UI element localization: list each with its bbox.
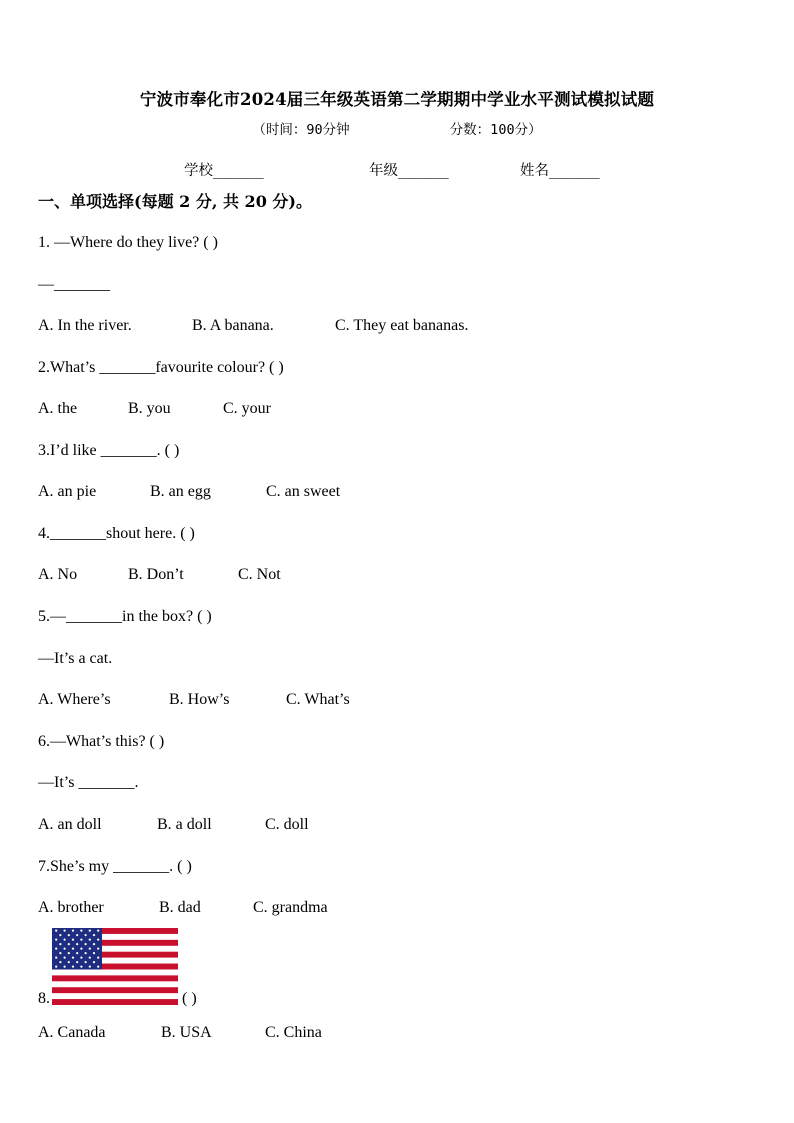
option-c: C. What’s — [286, 691, 350, 708]
options-row — [38, 565, 281, 585]
flag-star — [72, 930, 74, 932]
option-a: A. an pie — [38, 483, 97, 500]
option-b: B. dad — [159, 899, 201, 916]
flag-star — [55, 966, 57, 968]
flag-star — [64, 939, 66, 941]
option-c: C. an sweet — [266, 483, 341, 500]
question-stem: 5.—_______in the box? ( ) — [38, 608, 212, 625]
flag-star — [59, 943, 61, 945]
flag-star — [93, 952, 95, 954]
flag-star — [76, 952, 78, 954]
option-c: C. Not — [238, 566, 281, 583]
answer-line: —_______ — [38, 276, 110, 293]
option-a: A. In the river. — [38, 317, 132, 334]
flag-star — [72, 957, 74, 959]
flag-star — [80, 957, 82, 959]
flag-star — [85, 961, 87, 963]
option-b: B. a doll — [157, 816, 212, 833]
option-c: C. China — [265, 1024, 322, 1041]
flag-star — [89, 966, 91, 968]
exam-meta — [0, 118, 794, 138]
flag-star — [89, 957, 91, 959]
flag-star — [97, 930, 99, 932]
option-a: A. Where’s — [38, 691, 111, 708]
flag-star — [59, 961, 61, 963]
flag-star — [89, 930, 91, 932]
option-a: A. an doll — [38, 816, 102, 833]
flag-star — [64, 930, 66, 932]
option-a: A. brother — [38, 899, 104, 916]
flag-star — [72, 966, 74, 968]
section-heading: 一、单项选择(每题 2 分, 共 20 分)。 — [38, 192, 312, 211]
flag-star — [89, 939, 91, 941]
flag-star — [55, 939, 57, 941]
name-field: 姓名_______ — [520, 163, 600, 179]
option-b: B. A banana. — [192, 317, 274, 334]
flag-star — [68, 961, 70, 963]
option-c: C. doll — [265, 816, 309, 833]
answer-line: —It’s _______. — [38, 774, 139, 791]
flag-star — [85, 952, 87, 954]
flag-star — [97, 939, 99, 941]
flag-star — [64, 948, 66, 950]
question-stem: 1. —Where do they live? ( ) — [38, 234, 218, 251]
options-row — [38, 316, 468, 336]
exam-title: 宁波市奉化市2024届三年级英语第二学期期中学业水平测试模拟试题 — [139, 90, 655, 109]
options-row — [38, 1023, 322, 1043]
flag-star — [80, 930, 82, 932]
flag-star — [93, 961, 95, 963]
option-a: A. the — [38, 400, 78, 417]
flag-star — [80, 966, 82, 968]
option-b: B. you — [128, 400, 171, 417]
options-row — [38, 690, 350, 710]
flag-star — [68, 952, 70, 954]
flag-star — [76, 934, 78, 936]
flag-star — [76, 943, 78, 945]
question-stem: 2.What’s _______favourite colour? ( ) — [38, 359, 284, 376]
question-stem: 6.—What’s this? ( ) — [38, 733, 165, 750]
time-limit: （时间：90分钟 — [252, 122, 350, 138]
flag-star — [64, 966, 66, 968]
options-row — [38, 482, 340, 502]
flag-star — [55, 948, 57, 950]
flag-star — [80, 939, 82, 941]
flag-star — [59, 934, 61, 936]
flag-star — [97, 966, 99, 968]
option-b: B. How’s — [169, 691, 230, 708]
flag-star — [89, 948, 91, 950]
flag-star — [55, 957, 57, 959]
flag-star — [68, 934, 70, 936]
flag-star — [80, 948, 82, 950]
flag-star — [72, 939, 74, 941]
flag-star — [55, 930, 57, 932]
flag-star — [59, 952, 61, 954]
flag-star — [76, 961, 78, 963]
option-b: B. an egg — [150, 483, 211, 500]
option-c: C. your — [223, 400, 271, 417]
answer-parentheses: ( ) — [182, 990, 197, 1007]
answer-line: —It’s a cat. — [38, 650, 113, 667]
total-score: 分数：100分） — [449, 122, 542, 138]
flag-star — [72, 948, 74, 950]
flag-star — [64, 957, 66, 959]
option-c: C. They eat bananas. — [335, 317, 469, 334]
question-stem: 4._______shout here. ( ) — [38, 525, 195, 542]
flag-star — [97, 948, 99, 950]
option-b: B. USA — [161, 1024, 212, 1041]
question-stem — [38, 989, 197, 1009]
options-row — [38, 399, 271, 419]
flag-star — [93, 943, 95, 945]
options-row — [38, 815, 309, 835]
flag-star — [85, 943, 87, 945]
option-a: A. No — [38, 566, 78, 583]
flag-star — [68, 943, 70, 945]
option-c: C. grandma — [253, 899, 328, 916]
grade-field: 年级_______ — [369, 163, 449, 179]
flag-star — [85, 934, 87, 936]
question-stem: 3.I’d like _______. ( ) — [38, 442, 180, 459]
options-row — [38, 898, 328, 918]
flag-star — [93, 934, 95, 936]
flag-star — [97, 957, 99, 959]
option-b: B. Don’t — [128, 566, 184, 583]
school-field: 学校_______ — [184, 163, 264, 179]
question-number: 8. — [38, 990, 50, 1007]
option-a: A. Canada — [38, 1024, 106, 1041]
question-stem: 7.She’s my _______. ( ) — [38, 858, 192, 875]
